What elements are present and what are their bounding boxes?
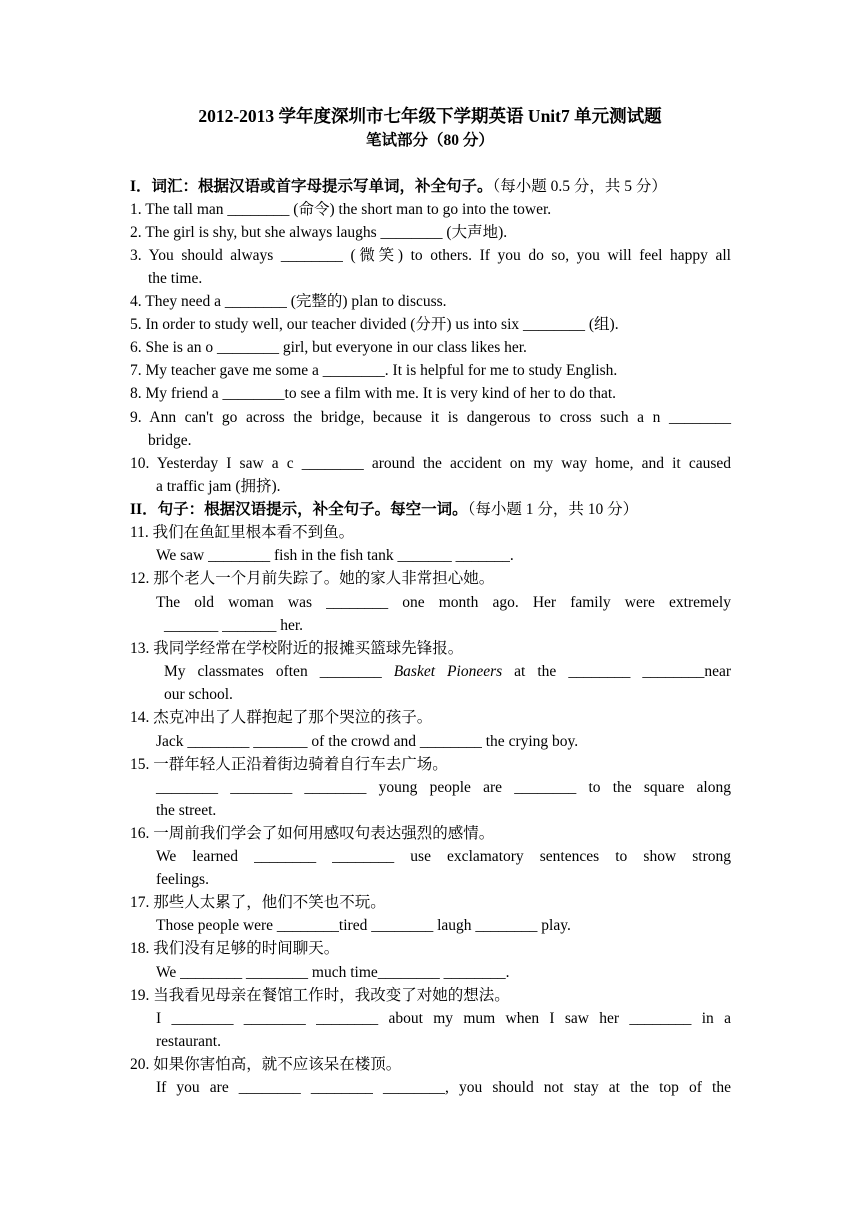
sentence-20-chinese: 20. 如果你害怕高，就不应该呆在楼顶。 [130, 1056, 402, 1073]
page-title: 2012-2013 学年度深圳市七年级下学期英语 Unit7 单元测试题 [198, 106, 662, 126]
vocab-item-10-cont: a traffic jam (拥挤). [156, 478, 281, 495]
section-2-heading [130, 498, 735, 521]
section-1-title: I．词汇：根据汉语或首字母提示写单词，补全句子。 [130, 178, 493, 195]
vocab-item-9: 9. Ann can't go across the bridge, because it is dangerous to cross such a n ________ [130, 409, 731, 426]
sentence-12-chinese: 12. 那个老人一个月前失踪了。她的家人非常担心她。 [130, 570, 495, 587]
vocab-item-9-cont: bridge. [148, 432, 192, 449]
sentence-16-chinese: 16. 一周前我们学会了如何用感叹句表达强烈的感情。 [130, 825, 495, 842]
sentence-15-english: ________ ________ ________ young people are ________ to the square along [156, 779, 731, 796]
page-subtitle: 笔试部分（80 分） [366, 132, 494, 149]
sentence-13-chinese: 13. 我同学经常在学校附近的报摊买篮球先锋报。 [130, 640, 464, 657]
sentence-14-english: Jack ________ _______ of the crowd and ________ the crying boy. [156, 733, 579, 750]
newspaper-title: Basket Pioneers [393, 663, 503, 680]
sentence-20-english: If you are ________ ________ ________, you should not stay at the top of the [156, 1079, 731, 1096]
section-2-score: （每小题 1 分，共 10 分） [467, 501, 639, 518]
sentence-13-part-a: My classmates often ________ [164, 663, 394, 680]
sentence-11-chinese: 11. 我们在鱼缸里根本看不到鱼。 [130, 524, 355, 541]
section-1-heading [130, 175, 735, 198]
sentence-13-part-b: at the ________ ________near [502, 663, 731, 680]
vocab-item-2: 2. The girl is shy, but she always laughs ________ (大声地). [130, 224, 508, 241]
sentence-13-english [164, 660, 731, 683]
sentence-15-chinese: 15. 一群年轻人正沿着街边骑着自行车去广场。 [130, 756, 448, 773]
sentence-12-english: The old woman was ________ one month ago. Her family were extremely [156, 594, 731, 611]
sentence-19-english: I ________ ________ ________ about my mum when I saw her ________ in a [156, 1010, 731, 1027]
sentence-11-english: We saw ________ fish in the fish tank _______ _______. [156, 547, 514, 564]
sentence-19-english-cont: restaurant. [156, 1033, 221, 1050]
sentence-18-chinese: 18. 我们没有足够的时间聊天。 [130, 940, 340, 957]
sentence-12-english-cont: _______ _______ her. [164, 617, 304, 634]
sentence-17-chinese: 17. 那些人太累了，他们不笑也不玩。 [130, 894, 386, 911]
vocab-item-4: 4. They need a ________ (完整的) plan to discuss. [130, 293, 447, 310]
sentence-14-chinese: 14. 杰克冲出了人群抱起了那个哭泣的孩子。 [130, 709, 433, 726]
vocab-item-1: 1. The tall man ________ (命令) the short man to go into the tower. [130, 201, 552, 218]
sentence-19-chinese: 19. 当我看见母亲在餐馆工作时，我改变了对她的想法。 [130, 987, 510, 1004]
vocab-item-7: 7. My teacher gave me some a ________. It is helpful for me to study English. [130, 362, 618, 379]
vocab-item-6: 6. She is an o ________ girl, but everyone in our class likes her. [130, 339, 527, 356]
section-1-score: （每小题 0.5 分，共 5 分） [492, 178, 667, 195]
sentence-13-english-cont: our school. [164, 686, 233, 703]
section-2-title: II．句子：根据汉语提示，补全句子。每空一词。 [130, 501, 468, 518]
vocab-item-5: 5. In order to study well, our teacher divided (分开) us into six ________ (组). [130, 316, 619, 333]
sentence-17-english: Those people were ________tired ________ laugh ________ play. [156, 917, 571, 934]
sentence-16-english: We learned ________ ________ use exclamatory sentences to show strong [156, 848, 731, 865]
vocab-item-3-cont: the time. [148, 270, 203, 287]
vocab-item-3: 3. You should always ________ (微笑) to others. If you do so, you will feel happy all [130, 247, 731, 264]
sentence-15-english-cont: the street. [156, 802, 217, 819]
sentence-18-english: We ________ ________ much time________ ________. [156, 964, 510, 981]
sentence-16-english-cont: feelings. [156, 871, 209, 888]
vocab-item-8: 8. My friend a ________to see a film with me. It is very kind of her to do that. [130, 385, 617, 402]
vocab-item-10: 10. Yesterday I saw a c ________ around the accident on my way home, and it caused [130, 455, 731, 472]
